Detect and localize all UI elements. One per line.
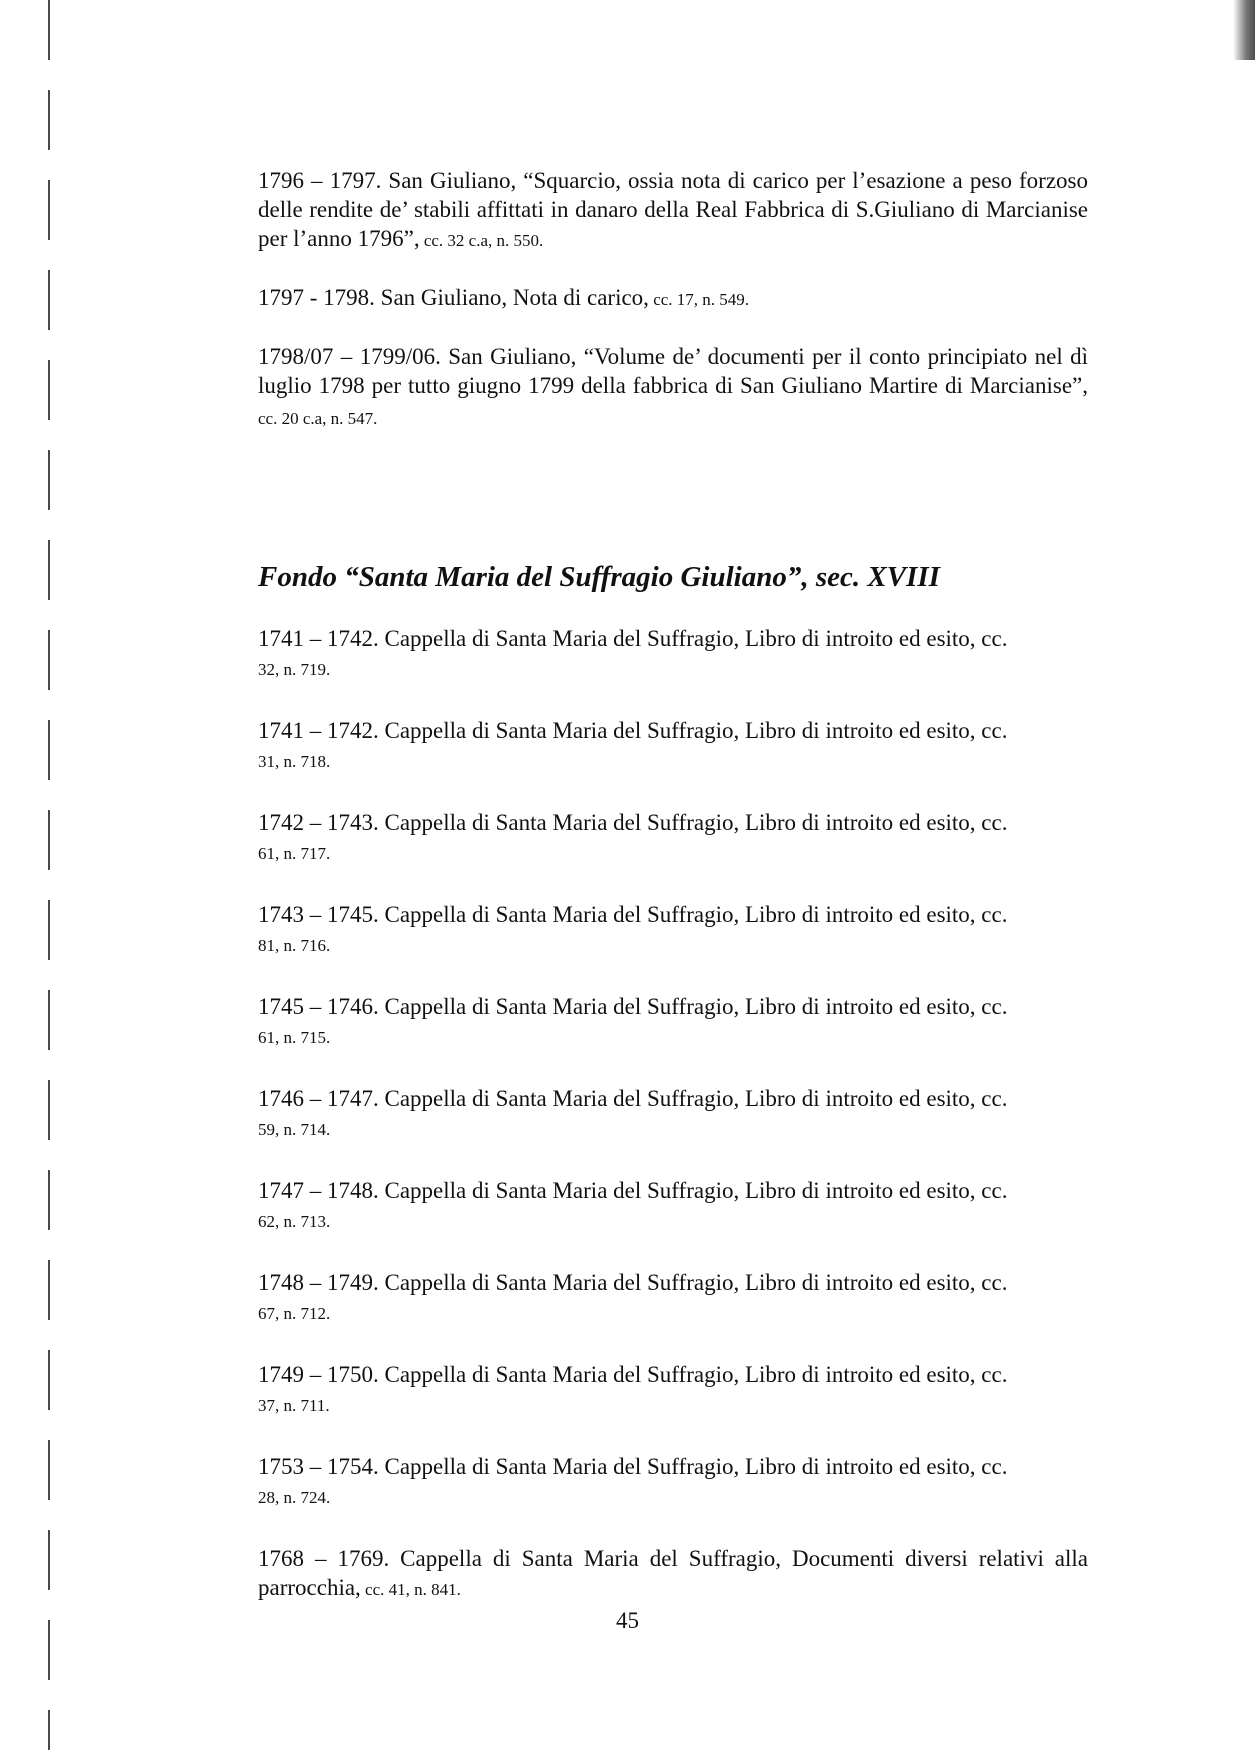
entry-text: Cappella di Santa Maria del Suffragio, Libro di introito ed esito, cc.: [378, 810, 1008, 835]
entry: [258, 1544, 1088, 1604]
entry-ref: 28, n. 724.: [258, 1488, 331, 1507]
section-entries: [258, 624, 1088, 1604]
entry: [258, 342, 1088, 433]
entry: [258, 624, 1088, 684]
entry-ref: 59, n. 714.: [258, 1120, 331, 1139]
entry: [258, 808, 1088, 868]
entry-dates: 1797 - 1798.: [258, 285, 375, 310]
document-body: [258, 166, 1088, 1636]
entry-dates: 1745 – 1746.: [258, 994, 379, 1019]
entry-text: Cappella di Santa Maria del Suffragio, Libro di introito ed esito, cc.: [378, 1362, 1008, 1387]
entry-dates: 1747 – 1748.: [258, 1178, 379, 1203]
entry-dates: 1743 – 1745.: [258, 902, 379, 927]
entry-ref: 31, n. 718.: [258, 752, 331, 771]
entry-ref: 81, n. 716.: [258, 936, 331, 955]
entry-text: Cappella di Santa Maria del Suffragio, Libro di introito ed esito, cc.: [378, 1454, 1008, 1479]
entry-ref: 62, n. 713.: [258, 1212, 331, 1231]
entry-ref: cc. 20 c.a, n. 547.: [258, 409, 378, 428]
entry-ref: cc. 32 c.a, n. 550.: [419, 231, 544, 250]
entry-dates: 1741 – 1742.: [258, 626, 379, 651]
entry: [258, 1084, 1088, 1144]
entry-dates: 1796 – 1797.: [258, 168, 382, 193]
entry: [258, 900, 1088, 960]
entry-text: Cappella di Santa Maria del Suffragio, Libro di introito ed esito, cc.: [378, 626, 1008, 651]
entry: [258, 992, 1088, 1052]
entry-ref: cc. 17, n. 549.: [648, 290, 750, 309]
entry-ref: 32, n. 719.: [258, 660, 331, 679]
entry-text: Cappella di Santa Maria del Suffragio, Libro di introito ed esito, cc.: [378, 994, 1008, 1019]
entry-dates: 1748 – 1749.: [258, 1270, 379, 1295]
scan-binding-edge: [48, 0, 50, 1750]
scan-corner-shadow: [1233, 0, 1255, 60]
entry-ref: 61, n. 717.: [258, 844, 331, 863]
entry-dates: 1753 – 1754.: [258, 1454, 379, 1479]
entry-ref: 67, n. 712.: [258, 1304, 331, 1323]
entry: [258, 1452, 1088, 1512]
entry-text: Cappella di Santa Maria del Suffragio, Libro di introito ed esito, cc.: [378, 902, 1008, 927]
entry-dates: 1741 – 1742.: [258, 718, 379, 743]
entry-ref: 37, n. 711.: [258, 1396, 330, 1415]
entry-dates: 1749 – 1750.: [258, 1362, 379, 1387]
entry-dates: 1768 – 1769.: [258, 1546, 390, 1571]
entry-text: Cappella di Santa Maria del Suffragio, Libro di introito ed esito, cc.: [378, 1178, 1008, 1203]
top-entries: [258, 166, 1088, 433]
entry: [258, 1268, 1088, 1328]
entry-text: San Giuliano, “Volume de’ documenti per il conto principiato nel dì luglio 1798 per tutto giugno 1799 della fabbrica di San Giuliano Martire di Marcianise”,: [258, 344, 1089, 398]
page-number: 45: [616, 1608, 639, 1633]
entry-text: San Giuliano, Nota di carico,: [374, 285, 649, 310]
entry-dates: 1742 – 1743.: [258, 810, 379, 835]
entry-text: Cappella di Santa Maria del Suffragio, Libro di introito ed esito, cc.: [378, 1086, 1008, 1111]
entry-ref: 61, n. 715.: [258, 1028, 331, 1047]
section-title: Fondo “Santa Maria del Suffragio Giuliano”, sec. XVIII: [258, 561, 940, 593]
entry-text: San Giuliano, “Squarcio, ossia nota di carico per l’esazione a peso forzoso delle rendite de’ stabili affittati in danaro della Real Fabbrica di S.Giuliano di Marcianise per l’anno 1796”,: [258, 168, 1089, 251]
entry: [258, 283, 1088, 314]
entry: [258, 1176, 1088, 1236]
entry-text: Cappella di Santa Maria del Suffragio, Documenti diversi relativi alla parrocchia,: [258, 1546, 1088, 1600]
entry: [258, 716, 1088, 776]
entry-dates: 1746 – 1747.: [258, 1086, 379, 1111]
entry-dates: 1798/07 – 1799/06.: [258, 344, 441, 369]
entry: [258, 166, 1088, 255]
entry-text: Cappella di Santa Maria del Suffragio, Libro di introito ed esito, cc.: [378, 718, 1008, 743]
entry-ref: cc. 41, n. 841.: [360, 1580, 461, 1599]
entry-text: Cappella di Santa Maria del Suffragio, Libro di introito ed esito, cc.: [378, 1270, 1008, 1295]
entry: [258, 1360, 1088, 1420]
